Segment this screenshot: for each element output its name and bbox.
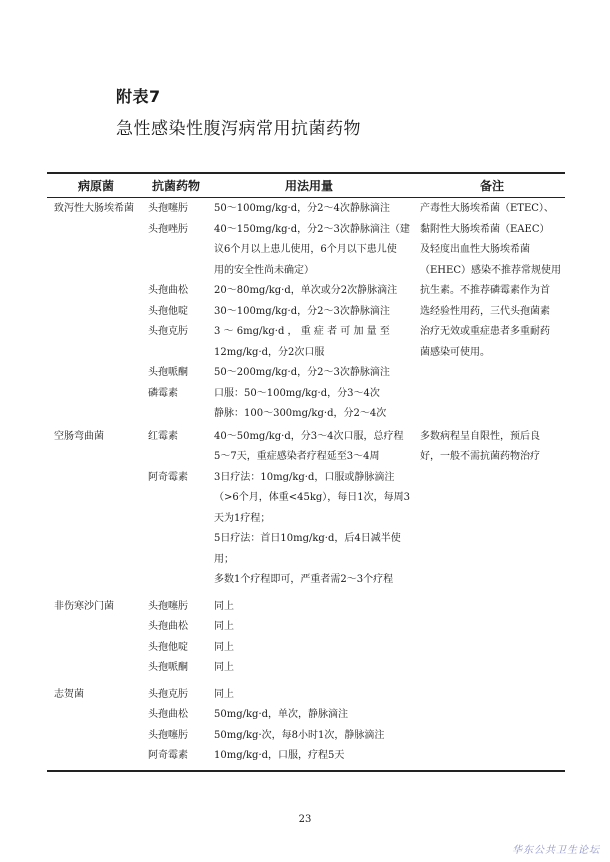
drug-name: 头孢克肟 xyxy=(148,326,188,337)
drug-name: 头孢曲松 xyxy=(148,285,188,296)
table-bottom-rule xyxy=(47,770,565,772)
dose-text-line: 用的安全性尚未确定） xyxy=(214,264,314,276)
header-dose: 用法用量 xyxy=(285,179,334,193)
dose-text-line: 20～80mg/kg·d，单次或分2次静脉滴注 xyxy=(214,285,398,296)
table-title: 急性感染性腹泻病常用抗菌药物 xyxy=(116,119,361,139)
dose-text-line: 3 ～ 6mg/kg·d ， 重 症 者 可 加 量 至 xyxy=(214,326,390,337)
watermark: 华东公共卫生论坛 xyxy=(512,845,600,856)
pathogen-name: 致泻性大肠埃希菌 xyxy=(54,203,134,214)
drug-name: 头孢噻肟 xyxy=(148,729,188,741)
dose-text-line: 同上 xyxy=(214,688,234,700)
note-text-line: 及轻度出血性大肠埃希菌 xyxy=(420,244,530,255)
header-drug: 抗菌药物 xyxy=(152,179,201,193)
dose-text-line: 10mg/kg·d，口服，疗程5天 xyxy=(214,750,345,761)
dose-text-line: 50mg/kg·d，单次，静脉滴注 xyxy=(214,709,349,720)
header-pathogen: 病原菌 xyxy=(78,179,115,193)
dose-text-line: 同上 xyxy=(214,641,234,653)
appendix-label: 附表7 xyxy=(116,87,161,106)
dose-text-line: 同上 xyxy=(214,662,234,673)
dose-text-line: 12mg/kg·d，分2次口服 xyxy=(214,346,325,358)
dose-text-line: 40～50mg/kg·d，分3～4次口服，总疗程 xyxy=(214,430,404,442)
dose-text-line: 5～7天，重症感染者疗程延至3～4周 xyxy=(214,451,380,462)
table-header-rule xyxy=(47,197,565,198)
dose-text-line: 口服：50～100mg/kg·d，分3～4次 xyxy=(214,387,380,399)
note-text-line: 产毒性大肠埃希菌（ETEC）、 xyxy=(420,203,554,214)
drug-name: 头孢曲松 xyxy=(148,621,188,632)
dose-text-line: 多数1个疗程即可，严重者需2～3个疗程 xyxy=(214,574,394,585)
drug-name: 头孢克肟 xyxy=(148,688,188,700)
drug-name: 头孢哌酮 xyxy=(148,367,188,378)
dose-text-line: 50～200mg/kg·d，分2～3次静脉滴注 xyxy=(214,367,390,378)
dose-text-line: 用； xyxy=(214,553,234,565)
drug-name: 阿奇霉素 xyxy=(148,471,188,483)
note-text-line: 抗生素。不推荐磷霉素作为首 xyxy=(420,285,550,296)
dose-text-line: 50mg/kg·次，每8小时1次，静脉滴注 xyxy=(214,729,385,741)
dose-text-line: （>6个月，体重<45kg），每日1次，每周3 xyxy=(214,492,411,503)
note-text-line: 好，一般不需抗菌药物治疗 xyxy=(420,451,540,462)
drug-name: 磷霉素 xyxy=(148,387,178,399)
dose-text-line: 5日疗法：首日10mg/kg·d，后4日减半使 xyxy=(214,533,401,544)
pathogen-name: 非伤寒沙门菌 xyxy=(54,600,114,612)
drug-name: 头孢哌酮 xyxy=(148,662,188,673)
note-text-line: 菌感染可使用。 xyxy=(420,346,490,358)
dose-text-line: 议6个月以上患儿使用，6个月以下患儿使 xyxy=(214,244,397,255)
dose-text-line: 天为1疗程； xyxy=(214,512,271,524)
drug-name: 头孢噻肟 xyxy=(148,600,188,612)
pathogen-name: 空肠弯曲菌 xyxy=(54,430,104,442)
dose-text-line: 静脉：100～300mg/kg·d，分2～4次 xyxy=(214,408,387,419)
drug-name: 阿奇霉素 xyxy=(148,750,188,761)
note-text-line: 黏附性大肠埃希菌（EAEC） xyxy=(420,223,550,235)
note-text-line: 多数病程呈自限性，预后良 xyxy=(420,430,540,442)
dose-text-line: 同上 xyxy=(214,621,234,632)
dose-text-line: 同上 xyxy=(214,600,234,612)
pathogen-name: 志贺菌 xyxy=(54,688,84,700)
dose-text-line: 30～100mg/kg·d，分2～3次静脉滴注 xyxy=(214,305,390,317)
note-text-line: （EHEC）感染不推荐常规使用 xyxy=(420,264,561,276)
dose-text-line: 40～150mg/kg·d，分2～3次静脉滴注（建 xyxy=(214,223,410,235)
header-note: 备注 xyxy=(480,179,505,193)
page-number: 23 xyxy=(298,814,312,825)
dose-text-line: 3日疗法：10mg/kg·d，口服或静脉滴注 xyxy=(214,471,395,483)
dose-text-line: 50～100mg/kg·d，分2～4次静脉滴注 xyxy=(214,203,390,214)
table-top-rule xyxy=(47,172,565,174)
drug-name: 头孢噻肟 xyxy=(148,203,188,214)
note-text-line: 治疗无效或重症患者多重耐药 xyxy=(420,326,550,337)
note-text-line: 选经验性用药，三代头孢菌素 xyxy=(420,305,550,317)
drug-name: 红霉素 xyxy=(148,430,178,442)
drug-name: 头孢唑肟 xyxy=(148,223,188,235)
drug-name: 头孢曲松 xyxy=(148,709,188,720)
drug-name: 头孢他啶 xyxy=(148,641,188,653)
drug-name: 头孢他啶 xyxy=(148,305,188,317)
